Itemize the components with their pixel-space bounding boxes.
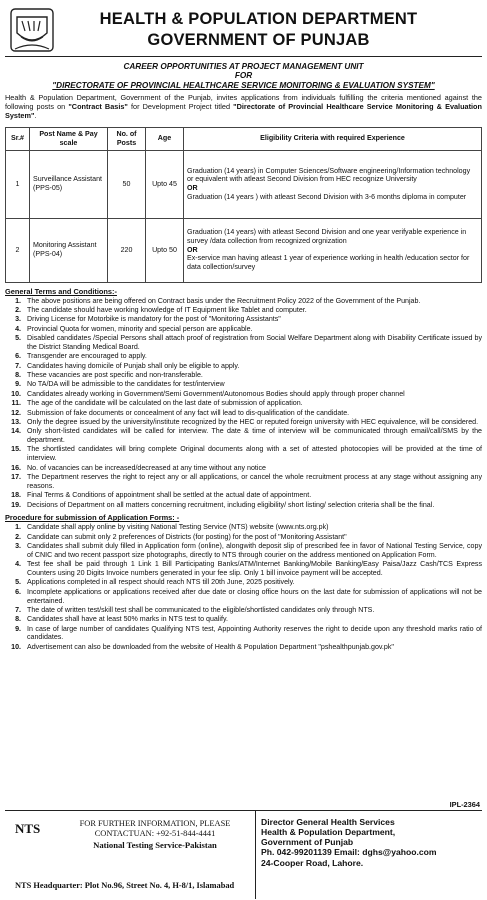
- terms-title: General Terms and Conditions:-: [5, 286, 117, 296]
- government-title: GOVERNMENT OF PUNJAB: [147, 31, 370, 50]
- intro-bold-2: "Directorate of Provincial Healthcare Service Monitoring & Evaluation System": [5, 102, 482, 121]
- row-posts: 50: [108, 150, 146, 218]
- list-item-text: No TA/DA will be admissible to the candidates for test/interview: [27, 380, 225, 389]
- header-age: Age: [146, 127, 184, 150]
- eligibility-a: Graduation (14 years) in Computer Sciences/Software engineering/Information technology or equivalent with atleast Second Division from HEC recognize University: [187, 166, 471, 184]
- eligibility-b: Ex-service man having atleast 1 year of experience working in health /education sector for data collection/survey: [187, 254, 470, 272]
- list-item-text: Candidates shall submit duly filled in Application form (online), alongwith deposit slip of prescribed fee in favor of National Testing Service, copy of CNIC and two recent passport size photographs, directly to NTS through courier on the address mentioned on Application Form.: [27, 542, 482, 559]
- nts-name: National Testing Service-Pakistan: [93, 839, 217, 850]
- list-item-text: Only the degree issued by the university/institute recognized by the HEC or reputed foreign university with HEC equivalence, will be considered.: [27, 417, 479, 426]
- list-item-number: 15.: [11, 445, 21, 454]
- list-item-text: Submission of fake documents or concealment of any fact will lead to dis-qualification of the candidate.: [27, 408, 350, 417]
- row-age: Upto 50: [146, 218, 184, 282]
- list-item: [5, 643, 482, 652]
- list-item: [5, 371, 482, 380]
- list-item-number: 3.: [15, 315, 21, 324]
- list-item: [5, 362, 482, 371]
- list-item: [5, 399, 482, 408]
- list-item-number: 4.: [15, 560, 21, 569]
- list-item: [5, 491, 482, 500]
- intro-text-1: Health & Population Department, Government of the Punjab, invites applications from individuals fulfilling the criteria mentioned against the following posts on: [5, 93, 482, 112]
- list-item-text: Test fee shall be paid through 1 Link 1 Bill Participating Banks/ATM/Internet Banking/Mobile Banking/Easy Paisa/Jazz Cash/TCS Express Counters using 20 Digits Invoice numbers generated in your fee slip. Only 1 bill invoice payment will be accepted.: [27, 560, 482, 577]
- list-item-number: 3.: [15, 542, 21, 551]
- list-item: [5, 352, 482, 361]
- intro-text-3: .: [34, 111, 37, 121]
- list-item-number: 9.: [15, 624, 21, 633]
- list-item-number: 19.: [11, 500, 21, 509]
- procedure-title: Procedure for submission of Application Forms: -: [5, 513, 180, 523]
- list-item-text: Applications completed in all respect should reach NTS till 20th June, 2025 positively.: [27, 578, 295, 587]
- director-line5: 24-Cooper Road, Lahore.: [261, 857, 364, 868]
- list-item-text: The shortlisted candidates will bring complete Original documents along with a set of attested photocopies will be provided at the time of interview.: [27, 445, 482, 463]
- list-item: [5, 380, 482, 389]
- list-item-text: Candidates already working in Government/Semi Government/Autonomous Bodies should apply through proper channel: [27, 389, 405, 398]
- header-no-of-posts: No. of Posts: [108, 127, 146, 150]
- unit-line3: "DIRECTORATE OF PROVINCIAL HEALTHCARE SERVICE MONITORING & EVALUATION SYSTEM": [52, 80, 435, 90]
- list-item-text: Candidate shall apply online by visiting National Testing Service (NTS) website (www.nts.org.pk): [27, 523, 329, 532]
- list-item-text: No. of vacancies can be increased/decreased at any time without any notice: [27, 463, 266, 472]
- list-item: [5, 390, 482, 399]
- intro-paragraph: [5, 93, 482, 120]
- list-item-number: 8.: [15, 371, 21, 380]
- nts-contact-block: [65, 819, 245, 850]
- list-item-number: 7.: [15, 605, 21, 614]
- list-item: [5, 578, 482, 587]
- procedure-list: [5, 523, 482, 651]
- list-item-number: 6.: [15, 352, 21, 361]
- list-item-text: The above positions are being offered on Contract basis under the Recruitment Policy 2022 of the Government of the Punjab.: [27, 296, 421, 305]
- row-post: Surveillance Assistant (PPS-05): [30, 150, 108, 218]
- department-title: HEALTH & POPULATION DEPARTMENT: [99, 10, 418, 28]
- punjab-emblem-icon: [7, 5, 57, 55]
- list-item-text: Transgender are encouraged to apply.: [27, 352, 147, 361]
- list-item-text: Decisions of Department on all matters concerning recruitment, including eligibility/ short listing/ selection criteria shall be the final.: [27, 500, 435, 509]
- list-item-number: 16.: [11, 463, 21, 472]
- list-item-number: 10.: [11, 642, 21, 651]
- list-item-text: Candidates having domicile of Punjab shall only be eligible to apply.: [27, 361, 240, 370]
- list-item-number: 17.: [11, 472, 21, 481]
- row-eligibility: [184, 218, 482, 282]
- director-contact-block: [255, 811, 487, 899]
- list-item: [5, 588, 482, 606]
- further-info: FOR FURTHER INFORMATION, PLEASE: [79, 819, 231, 828]
- director-line2: Health & Population Department,: [261, 827, 396, 838]
- nts-logo-icon: NTS: [15, 821, 41, 836]
- eligibility-b: Graduation (14 years ) with atleast Second Division with 3-6 months diploma in computer: [187, 192, 467, 201]
- contact-number: CONTACTUAN: +92-51-844-4441: [94, 829, 216, 839]
- list-item-number: 5.: [15, 578, 21, 587]
- list-item-text: Disabled candidates /Special Persons shall attach proof of registration from Social Welfare Department along with Disability Certificate issued by the District Standing Medical Board.: [27, 334, 482, 351]
- list-item-text: Only short-listed candidates will be called for interview. The date & time of interview will be communicated through email/call/SMS by the department.: [27, 427, 482, 445]
- list-item-number: 6.: [15, 587, 21, 596]
- director-line3: Government of Punjab: [261, 837, 354, 848]
- list-item: [5, 523, 482, 532]
- list-item-number: 5.: [15, 334, 21, 343]
- list-item: [5, 315, 482, 324]
- list-item-text: The candidate should have working knowledge of IT Equipment like Tablet and computer.: [27, 306, 307, 314]
- list-item-number: 13.: [11, 417, 21, 426]
- table-header-row: [6, 127, 482, 150]
- ipl-number: IPL-2364: [449, 800, 480, 809]
- row-eligibility: [184, 150, 482, 218]
- list-item-text: Final Terms & Conditions of appointment shall be settled at the actual date of appointment.: [27, 491, 312, 500]
- table-row: [6, 218, 482, 282]
- row-age: Upto 45: [146, 150, 184, 218]
- row-post: Monitoring Assistant (PPS-04): [30, 218, 108, 282]
- list-item-number: 1.: [15, 523, 21, 532]
- list-item: [5, 615, 482, 624]
- intro-bold-1: "Contract Basis": [68, 102, 128, 112]
- row-sr: 2: [6, 218, 30, 282]
- header: [5, 3, 482, 57]
- list-item: [5, 464, 482, 473]
- list-item-number: 1.: [15, 296, 21, 305]
- list-item-number: 7.: [15, 361, 21, 370]
- list-item: [5, 325, 482, 334]
- list-item: [5, 334, 482, 352]
- list-item-text: These vacancies are post specific and non-transferable.: [27, 371, 203, 380]
- list-item: [5, 427, 482, 445]
- list-item: [5, 473, 482, 491]
- list-item-number: 10.: [11, 389, 21, 398]
- list-item-text: The age of the candidate will be calculated on the last date of submission of application.: [27, 399, 303, 408]
- list-item: [5, 560, 482, 578]
- list-item: [5, 418, 482, 427]
- header-post-name: Post Name & Pay scale: [30, 127, 108, 150]
- list-item: [5, 297, 482, 306]
- list-item-number: 14.: [11, 427, 21, 436]
- nts-headquarter: NTS Headquarter: Plot No.96, Street No. 4, H-8/1, Islamabad: [15, 881, 235, 890]
- list-item-number: 11.: [11, 399, 21, 408]
- list-item-number: 18.: [11, 491, 21, 500]
- list-item: [5, 606, 482, 615]
- list-item: [5, 501, 482, 510]
- list-item: [5, 542, 482, 560]
- list-item-text: Incomplete applications or applications received after due date or closing office hours on the last date for submission of applications will not be entertained.: [27, 587, 482, 605]
- list-item-text: Advertisement can also be downloaded from the website of Health & Population Department "pshealthpunjab.gov.pk": [27, 642, 394, 651]
- list-item-text: Candidates shall have at least 50% marks in NTS test to qualify.: [27, 615, 228, 624]
- list-item-text: In case of large number of candidates Qualifying NTS test, Appointing Authority reserves the right to decide upon any threshold marks ratio of candidates.: [27, 624, 482, 642]
- list-item-text: Driving License for Motorbike is mandatory for the post of "Monitoring Assistants": [27, 315, 281, 324]
- director-line4: Ph. 042-99201139 Email: dghs@yahoo.com: [261, 847, 437, 858]
- list-item-number: 12.: [11, 408, 21, 417]
- director-line1: Director General Health Services: [261, 817, 395, 827]
- intro-text-2: for Development Project titled: [127, 102, 234, 112]
- list-item-text: Candidate can submit only 2 preferences of Districts (for posting) for the post of "Monitoring Assistant": [27, 532, 347, 541]
- list-item: [5, 445, 482, 463]
- row-posts: 220: [108, 218, 146, 282]
- unit-line1: CAREER OPPORTUNITIES AT PROJECT MANAGEMENT UNIT: [123, 62, 364, 71]
- list-item: [5, 306, 482, 315]
- list-item-number: 4.: [15, 324, 21, 333]
- list-item-text: The Department reserves the right to reject any or all applications, or cancel the whole recruitment process at any stage without assigning any reasons.: [27, 472, 482, 490]
- list-item-number: 9.: [15, 380, 21, 389]
- row-sr: 1: [6, 150, 30, 218]
- project-unit-heading: [5, 62, 482, 90]
- header-eligibility: Eligibility Criteria with required Experience: [184, 127, 482, 150]
- list-item: [5, 409, 482, 418]
- list-item-number: 8.: [15, 615, 21, 624]
- footer: [5, 800, 482, 898]
- header-sr: Sr.#: [6, 127, 30, 150]
- terms-list: [5, 297, 482, 510]
- list-item: [5, 625, 482, 643]
- eligibility-or: OR: [187, 245, 198, 254]
- list-item-text: Provincial Quota for women, minority and special person are applicable.: [27, 324, 253, 333]
- list-item-number: 2.: [15, 532, 21, 541]
- list-item-text: The date of written test/skill test shall be communicated to the eligible/shortlisted candidates only through NTS.: [27, 605, 375, 614]
- list-item: [5, 533, 482, 542]
- posts-table: [5, 127, 482, 283]
- eligibility-or: OR: [187, 184, 198, 193]
- eligibility-a: Graduation (14 years) with atleast Second Division and one year verifyable experience in survey /data collection from recognized orgnization: [187, 228, 467, 246]
- list-item-number: 2.: [15, 306, 21, 314]
- table-row: [6, 150, 482, 218]
- unit-line2: FOR: [234, 71, 253, 81]
